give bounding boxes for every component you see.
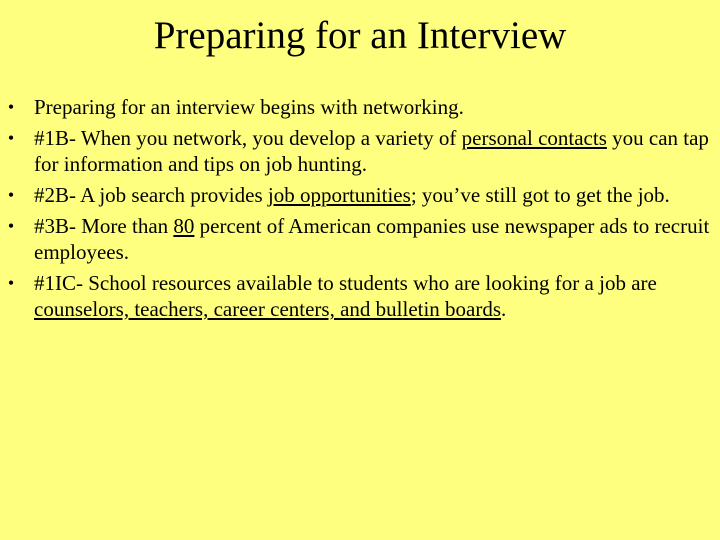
bullet-dot: • bbox=[7, 185, 15, 205]
bullet-text: Preparing for an interview begins with networking. bbox=[34, 95, 464, 119]
underlined-term-80: 80 bbox=[173, 214, 195, 238]
underlined-term-job-opportunities: job opportunities bbox=[267, 183, 411, 207]
bullet-text: . bbox=[501, 297, 507, 321]
bullet-text: #1IC- School resources available to students who are looking for a job are bbox=[34, 271, 657, 295]
bullet-dot: • bbox=[7, 128, 15, 148]
underlined-term-school-resources: counselors, teachers, career centers, and bulletin boards bbox=[34, 297, 502, 321]
bullet-text: ; you’ve still got to get the job. bbox=[410, 183, 670, 207]
bullet-item-1 bbox=[0, 94, 720, 120]
bullet-item-5 bbox=[0, 270, 720, 322]
bullet-text: #3B- More than bbox=[34, 214, 174, 238]
bullet-dot: • bbox=[7, 216, 15, 236]
bullet-item-4 bbox=[0, 213, 720, 265]
bullet-item-3 bbox=[0, 182, 720, 208]
underlined-term-personal-contacts: personal contacts bbox=[461, 126, 607, 150]
bullet-text: #2B- A job search provides bbox=[34, 183, 268, 207]
bullet-dot: • bbox=[7, 273, 15, 293]
bullet-text: #1B- When you network, you develop a variety of bbox=[34, 126, 462, 150]
bullet-text: percent of American companies use newspaper ads to recruit employees. bbox=[34, 214, 710, 264]
bullet-list bbox=[0, 94, 720, 327]
slide-title: Preparing for an Interview bbox=[153, 14, 567, 57]
bullet-item-2 bbox=[0, 125, 720, 177]
bullet-dot: • bbox=[7, 97, 15, 117]
bullet-text: you can tap for information and tips on job hunting. bbox=[34, 126, 709, 176]
